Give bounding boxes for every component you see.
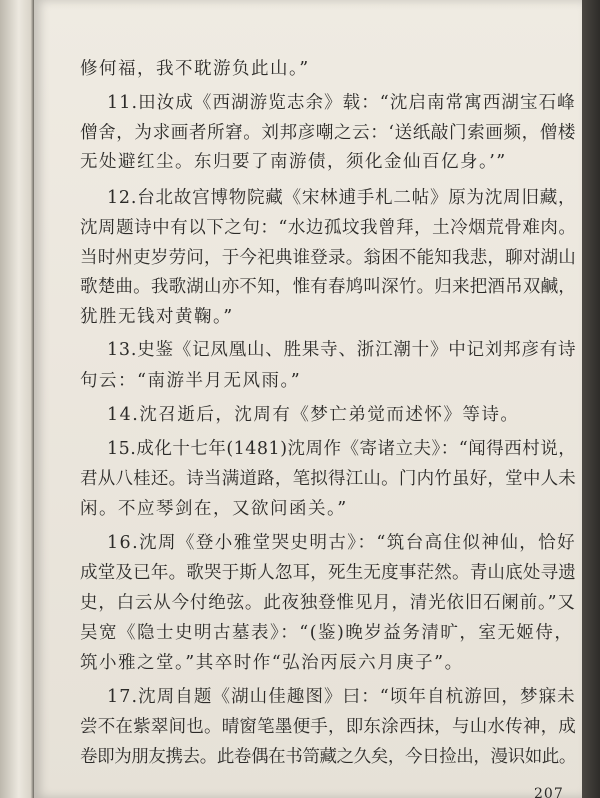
text-line: 尝不在紫翠间也。晴窗笔墨便手，即东涂西抹，与山水传神，成 bbox=[80, 717, 576, 737]
text-line: 筑小雅之堂。”其卒时作“弘治丙辰六月庚子”。 bbox=[80, 653, 464, 673]
text-line: 僧舍，为求画者所窘。刘邦彦嘲之云：‘送纸敲门索画频，僧楼 bbox=[80, 123, 577, 143]
text-line: 卷即为朋友携去。此卷偶在书笥藏之久矣，今日捡出，漫识如此。 bbox=[80, 747, 576, 767]
text-line: 无处避红尘。东归要了南游债，须化金仙百亿身。’” bbox=[80, 152, 507, 172]
text-line: 15.成化十七年(1481)沈周作《寄诸立夫》：“闻得西村说， bbox=[107, 439, 577, 459]
book-page bbox=[34, 0, 582, 798]
text-line: 沈周题诗中有以下之句：“水边孤坟我曾拜，土冷烟荒骨难肉。 bbox=[80, 218, 577, 238]
page-number: 207 bbox=[534, 786, 564, 798]
text-line: 11.田汝成《西湖游览志余》载：“沈启南常寓西湖宝石峰 bbox=[107, 93, 576, 113]
text-line: 14.沈召逝后，沈周有《梦亡弟觉而述怀》等诗。 bbox=[107, 405, 520, 425]
text-line: 犹胜无钱对黄鞠。” bbox=[80, 307, 234, 327]
text-line: 17.沈周自题《湖山佳趣图》曰：“顷年自杭游回，梦寐未 bbox=[107, 687, 576, 707]
text-line: 13.史鉴《记凤凰山、胜果寺、浙江潮十》中记刘邦彦有诗 bbox=[107, 340, 577, 360]
text-line: 君从八桂还。诗当满道路，笔拟得江山。门内竹虽好，堂中人未 bbox=[80, 469, 576, 489]
text-line: 吴宽《隐士史明古墓表》：“(鉴)晚岁益务清旷，室无姬侍， bbox=[80, 623, 574, 643]
text-line: 句云：“南游半月无风雨。” bbox=[80, 371, 302, 391]
text-line: 歌楚曲。我歌湖山亦不知，惟有春鸠叫深竹。归来把酒吊双鹹， bbox=[80, 277, 576, 297]
book-edge bbox=[582, 0, 600, 798]
left-page-edge bbox=[0, 0, 34, 798]
text-line: 12.台北故宫博物院藏《宋林逋手札二帖》原为沈周旧藏， bbox=[107, 188, 577, 208]
text-line: 修何福，我不耽游负此山。” bbox=[80, 59, 310, 79]
text-line: 16.沈周《登小雅堂哭史明古》：“筑台高住似神仙，恰好 bbox=[107, 533, 577, 553]
text-line: 成堂及已年。歌哭于斯人忽耳，死生无度事茫然。青山底处寻遗 bbox=[80, 563, 576, 583]
text-line: 史，白云从今付绝弦。此夜独登惟见月，清光依旧石阑前。”又 bbox=[80, 593, 576, 613]
text-line: 闲。不应琴剑在，又欲问函关。” bbox=[80, 499, 348, 519]
text-line: 当时州吏岁劳问，于今祀典谁登录。翁困不能知我悲，聊对湖山 bbox=[80, 248, 576, 268]
